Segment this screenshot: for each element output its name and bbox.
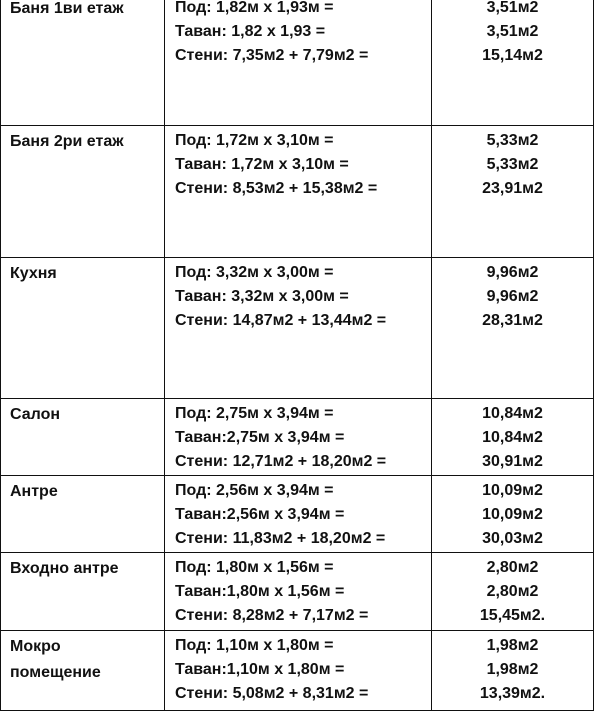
room-name: Баня 1ви етаж <box>10 0 124 17</box>
result-cell <box>432 126 594 258</box>
walls-result: 13,39м2. <box>479 685 546 702</box>
result-cell <box>432 0 594 126</box>
floor-formula: Под: 1,80м х 1,56м = <box>175 559 334 576</box>
room-cell <box>1 126 165 258</box>
floor-result: 3,51м2 <box>486 0 539 16</box>
walls-result: 15,14м2 <box>482 47 543 64</box>
walls-result: 30,03м2 <box>482 530 543 547</box>
ceiling-formula: Таван:1,10м х 1,80м = <box>175 661 345 678</box>
ceiling-formula: Таван:1,80м х 1,56м = <box>175 583 345 600</box>
walls-formula: Стени: 12,71м2 + 18,20м2 = <box>175 453 387 470</box>
ceiling-result: 2,80м2 <box>486 583 539 600</box>
ceiling-result: 9,96м2 <box>486 288 539 305</box>
walls-formula: Стени: 11,83м2 + 18,20м2 = <box>175 530 386 547</box>
result-cell <box>432 553 594 631</box>
floor-result: 10,84м2 <box>482 405 543 422</box>
table-row <box>1 399 594 476</box>
floor-formula: Под: 1,82м х 1,93м = <box>175 0 334 16</box>
table-row <box>1 0 594 126</box>
room-cell <box>1 476 165 553</box>
walls-formula: Стени: 7,35м2 + 7,79м2 = <box>175 47 369 64</box>
floor-formula: Под: 3,32м х 3,00м = <box>175 264 334 281</box>
formula-cell <box>165 126 432 258</box>
walls-result: 30,91м2 <box>482 453 543 470</box>
result-cell <box>432 258 594 399</box>
table-row <box>1 126 594 258</box>
floor-formula: Под: 1,10м х 1,80м = <box>175 637 334 654</box>
floor-formula: Под: 1,72м х 3,10м = <box>175 132 334 149</box>
walls-formula: Стени: 8,53м2 + 15,38м2 = <box>175 180 378 197</box>
ceiling-result: 3,51м2 <box>486 23 539 40</box>
ceiling-formula: Таван:2,75м х 3,94м = <box>175 429 345 446</box>
room-cell <box>1 553 165 631</box>
room-name: Мокро помещение <box>10 638 101 681</box>
floor-formula: Под: 2,75м х 3,94м = <box>175 405 334 422</box>
room-name: Антре <box>10 483 58 500</box>
room-name: Входно антре <box>10 560 119 577</box>
ceiling-formula: Таван: 1,72м х 3,10м = <box>175 156 349 173</box>
formula-cell <box>165 553 432 631</box>
walls-formula: Стени: 14,87м2 + 13,44м2 = <box>175 312 387 329</box>
room-name: Баня 2ри етаж <box>10 133 124 150</box>
walls-formula: Стени: 8,28м2 + 7,17м2 = <box>175 607 369 624</box>
formula-cell <box>165 476 432 553</box>
walls-formula: Стени: 5,08м2 + 8,31м2 = <box>175 685 369 702</box>
floor-result: 10,09м2 <box>482 482 543 499</box>
floor-formula: Под: 2,56м х 3,94м = <box>175 482 334 499</box>
formula-cell <box>165 0 432 126</box>
ceiling-formula: Таван: 3,32м х 3,00м = <box>175 288 349 305</box>
ceiling-formula: Таван:2,56м х 3,94м = <box>175 506 345 523</box>
floor-result: 9,96м2 <box>486 264 539 281</box>
ceiling-formula: Таван: 1,82 х 1,93 = <box>175 23 326 40</box>
walls-result: 15,45м2. <box>479 607 546 624</box>
room-cell <box>1 399 165 476</box>
result-cell <box>432 476 594 553</box>
room-name: Салон <box>10 406 61 423</box>
table-row <box>1 258 594 399</box>
table-row <box>1 553 594 631</box>
formula-cell <box>165 399 432 476</box>
result-cell <box>432 399 594 476</box>
ceiling-result: 10,84м2 <box>482 429 543 446</box>
floor-result: 5,33м2 <box>486 132 539 149</box>
room-cell <box>1 258 165 399</box>
ceiling-result: 1,98м2 <box>486 661 539 678</box>
ceiling-result: 5,33м2 <box>486 156 539 173</box>
floor-result: 1,98м2 <box>486 637 539 654</box>
ceiling-result: 10,09м2 <box>482 506 543 523</box>
walls-result: 28,31м2 <box>482 312 543 329</box>
formula-cell <box>165 258 432 399</box>
floor-result: 2,80м2 <box>486 559 539 576</box>
table-row <box>1 476 594 553</box>
walls-result: 23,91м2 <box>482 180 543 197</box>
room-cell <box>1 0 165 126</box>
room-name: Кухня <box>10 265 57 282</box>
